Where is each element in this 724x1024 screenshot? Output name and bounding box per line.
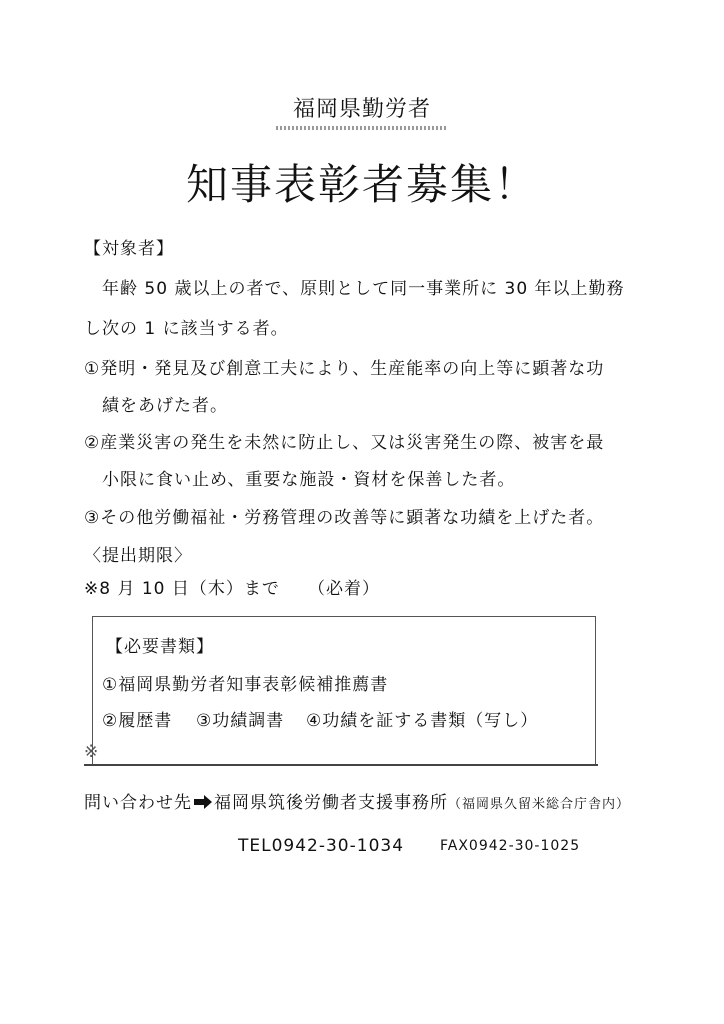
clipped-note-mark: ※ bbox=[84, 742, 99, 762]
contact-fax: FAX0942-30-1025 bbox=[440, 838, 581, 854]
page-subtitle: 福岡県勤労者 bbox=[292, 97, 431, 122]
contact-location: （福岡県久留米総合庁舎内） bbox=[448, 797, 631, 812]
contact-label: 問い合わせ先 bbox=[84, 793, 192, 813]
documents-heading: 【必要書類】 bbox=[106, 637, 214, 657]
right-arrow-icon bbox=[194, 794, 212, 808]
eligibility-item1-line2: 績をあげた者。 bbox=[102, 396, 228, 416]
documents-item2: ②履歴書 bbox=[102, 711, 173, 731]
documents-item1: ①福岡県勤労者知事表彰候補推薦書 bbox=[102, 675, 389, 695]
contact-office: 福岡県筑後労働者支援事務所 bbox=[214, 793, 448, 813]
eligibility-item1-line1: ①発明・発見及び創意工夫により、生産能率の向上等に顕著な功 bbox=[84, 359, 605, 379]
deadline-note: （必着） bbox=[308, 579, 380, 599]
deadline-date: ※8 月 10 日（木）まで bbox=[84, 579, 280, 599]
box-bottom-rule bbox=[84, 764, 598, 766]
page-title: 知事表彰者募集！ bbox=[185, 160, 538, 209]
eligibility-intro-line1: 年齢 50 歳以上の者で、原則として同一事業所に 30 年以上勤務 bbox=[102, 279, 625, 299]
eligibility-heading: 【対象者】 bbox=[84, 239, 174, 259]
deadline-heading: 〈提出期限〉 bbox=[84, 546, 192, 566]
eligibility-item2-line1: ②産業災害の発生を未然に防止し、又は災害発生の際、被害を最 bbox=[84, 433, 605, 453]
contact-line bbox=[84, 788, 630, 813]
eligibility-item2-line2: 小限に食い止め、重要な施設・資材を保善した者。 bbox=[102, 470, 516, 490]
subtitle-underline bbox=[276, 126, 448, 130]
documents-item3: ③功績調書 bbox=[196, 711, 285, 731]
eligibility-item3: ③その他労働福祉・労務管理の改善等に顕著な功績を上げた者。 bbox=[84, 508, 605, 528]
contact-tel: TEL0942-30-1034 bbox=[238, 836, 405, 856]
eligibility-intro-line2: し次の 1 に該当する者。 bbox=[84, 319, 289, 339]
documents-item4: ④功績を証する書類（写し） bbox=[306, 711, 539, 731]
